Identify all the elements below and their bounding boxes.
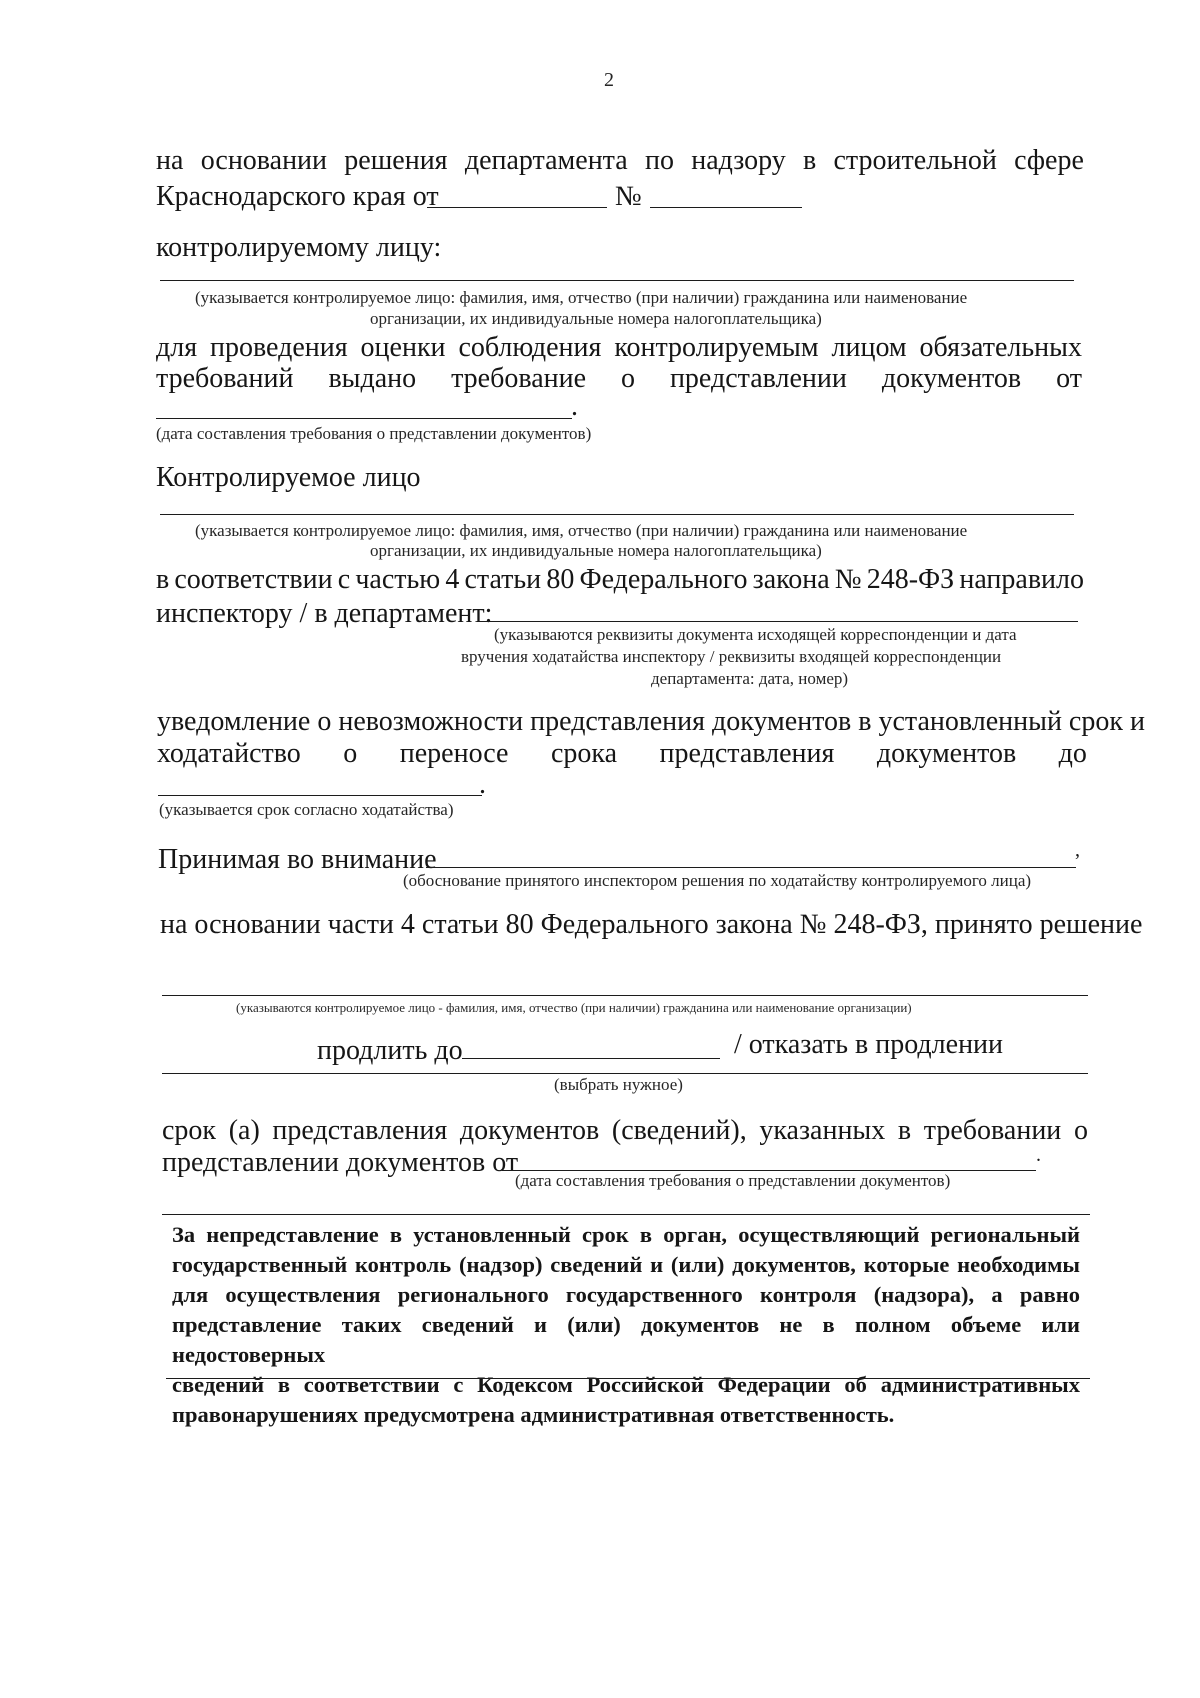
word: представления [272, 1115, 448, 1146]
word: с [337, 564, 351, 595]
controlled-person-label: контролируемому лицу: [156, 232, 442, 263]
extend-option-label[interactable]: продлить до [317, 1035, 463, 1066]
warning-top-rule [162, 1214, 1090, 1215]
field-caption: (указывается контролируемое лицо: фамилия, имя, отчество (при наличии) гражданина или наименование [195, 288, 968, 307]
assessment-line [156, 334, 1082, 362]
word: представлении [669, 363, 847, 394]
end-period: . [1036, 1144, 1041, 1166]
word: в [156, 564, 170, 595]
decision-number-field[interactable] [650, 207, 802, 208]
field-caption: (указываются контролируемое лицо - фамилия, имя, отчество (при наличии) гражданина или наименование организации) [236, 1000, 912, 1015]
word: 248-ФЗ [866, 564, 955, 595]
petition-line [157, 740, 1087, 768]
word: № [834, 564, 862, 595]
word: статьи [464, 564, 542, 595]
word: частью [355, 564, 441, 595]
field-caption: (указывается контролируемое лицо: фамилия, имя, отчество (при наличии) гражданина или наименование [195, 521, 968, 540]
justification-field[interactable] [426, 867, 1076, 868]
word: о [620, 363, 635, 394]
considering-label: Принимая во внимание [158, 844, 437, 875]
requirement-date-label: представлении документов от [162, 1147, 519, 1178]
word: соответствии [174, 564, 333, 595]
field-caption: (обоснование принятого инспектором решения по ходатайству контролируемого лица) [403, 871, 1032, 890]
end-period: . [479, 769, 486, 800]
word: 80 [546, 564, 575, 595]
word: выдано [328, 363, 417, 394]
field-caption: (дата составления требования о представлении документов) [515, 1171, 951, 1190]
word: (сведений), [611, 1115, 747, 1146]
word: Федерального [579, 564, 748, 595]
word: представления [659, 738, 835, 769]
word: соблюдения [458, 332, 602, 363]
field-caption: (дата составления требования о представлении документов) [156, 424, 592, 443]
field-caption: (указывается срок согласно ходатайства) [159, 800, 454, 819]
word: закона [752, 564, 830, 595]
word: указанных [759, 1115, 886, 1146]
field-caption: (выбрать нужное) [554, 1075, 683, 1094]
word: департамента [464, 145, 628, 176]
page-number: 2 [604, 69, 614, 91]
word: проведения [210, 332, 348, 363]
liability-warning [172, 1220, 1080, 1430]
word: 4 [445, 564, 460, 595]
end-comma: , [1075, 839, 1080, 861]
word: сфере [1014, 145, 1084, 176]
field-caption: организации, их индивидуальные номера налогоплательщика) [370, 541, 822, 560]
warning-line: За непредставление в установленный срок в орган, осуществляющий региональный [172, 1222, 1080, 1247]
word: надзору [691, 145, 786, 176]
word: документов [881, 363, 1022, 394]
requested-term-field[interactable] [158, 795, 482, 796]
warning-line: государственный контроль (надзор) сведений и (или) документов, которые необходимы [172, 1252, 1080, 1277]
word: от [1056, 363, 1082, 394]
word: контролируемым [614, 332, 819, 363]
word: срок [162, 1115, 217, 1146]
decision-choice-line [162, 1073, 1088, 1074]
warning-line: для осуществления регионального государственного контроля (надзора), а равно [172, 1282, 1080, 1307]
word: до [1058, 738, 1087, 769]
end-period: . [571, 391, 578, 422]
recipient-label: инспектору / в департамент: [156, 598, 493, 629]
requirement-date-field[interactable] [156, 418, 572, 419]
word: о [343, 738, 358, 769]
word: требовании [923, 1115, 1062, 1146]
warning-line: правонарушениях предусмотрена административная ответственность. [172, 1402, 895, 1427]
word: переносе [399, 738, 509, 769]
field-caption: (указываются реквизиты документа исходящей корреспонденции и дата [494, 625, 1017, 644]
refuse-option-label[interactable]: / отказать в продлении [734, 1029, 1004, 1060]
field-caption: департамента: дата, номер) [651, 669, 849, 688]
word: основании [200, 145, 328, 176]
warning-bottom-rule [166, 1378, 1090, 1379]
word: оценки [360, 332, 446, 363]
word: срока [550, 738, 618, 769]
decision-basis-line [156, 147, 1084, 175]
field-caption: организации, их индивидуальные номера налогоплательщика) [370, 309, 822, 328]
decided-person-field[interactable] [162, 995, 1088, 996]
decision-basis-text: на основании части 4 статьи 80 Федерального закона № 248-ФЗ, принято решение [160, 909, 1143, 940]
warning-line: представление таких сведений и (или) документов не в полном объеме или недостоверных [172, 1312, 1080, 1367]
word: решения [344, 145, 448, 176]
word: о [1073, 1115, 1088, 1146]
word: по [644, 145, 674, 176]
notice-line: уведомление о невозможности представления документов в установленный срок и [157, 706, 1145, 737]
word: (а) [228, 1115, 260, 1146]
law-reference-line [156, 566, 1084, 594]
word: лицом [831, 332, 907, 363]
word: требование [451, 363, 587, 394]
number-sign: № [615, 181, 642, 212]
requirement-issued-line [156, 365, 1082, 393]
word: на [156, 145, 184, 176]
word: документов [459, 1115, 600, 1146]
warning-line: сведений в соответствии с Кодексом Российской Федерации об административных [172, 1372, 1080, 1397]
decision-region-text: Краснодарского края от [156, 181, 439, 212]
word: в [897, 1115, 912, 1146]
word: в [803, 145, 817, 176]
controlled-person-field[interactable] [160, 514, 1074, 515]
word: документов [876, 738, 1017, 769]
word: строительной [833, 145, 997, 176]
word: для [156, 332, 198, 363]
controlled-person-field[interactable] [160, 280, 1074, 281]
controlled-person-heading: Контролируемое лицо [156, 462, 421, 493]
word: требований [156, 363, 294, 394]
field-caption: вручения ходатайства инспектору / реквизиты входящей корреспонденции [461, 647, 1002, 666]
term-line [162, 1117, 1088, 1145]
word: ходатайство [157, 738, 301, 769]
recipient-details-field[interactable] [478, 621, 1078, 622]
word: направило [959, 564, 1084, 595]
extend-date-field[interactable] [462, 1058, 720, 1059]
word: обязательных [919, 332, 1082, 363]
decision-date-field[interactable] [427, 207, 607, 208]
